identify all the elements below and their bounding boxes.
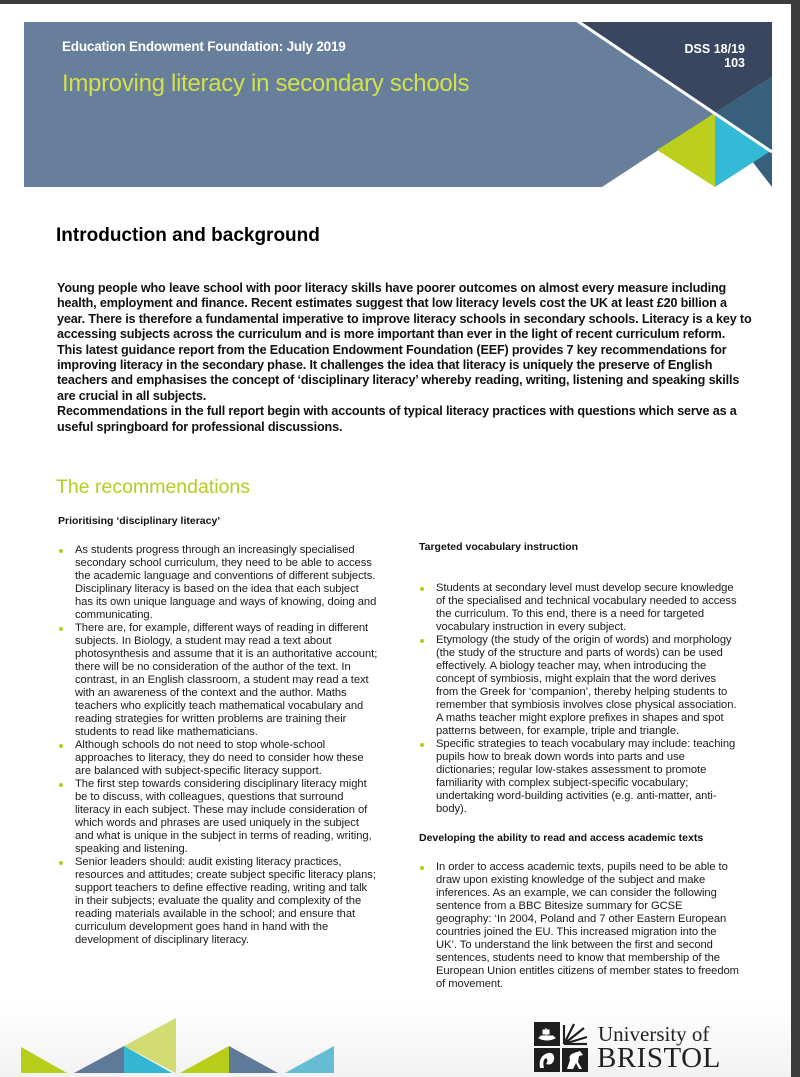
bullet-icon — [420, 866, 424, 870]
list-item: Specific strategies to teach vocabulary may include: teaching pupils how to break down words into parts and use dictionaries; regular low-stakes assessment to promote familiarity with complex subject-specific vocabulary; undertaking word-building activities (e.g. anti-matter, anti-body). — [419, 738, 739, 816]
bullet-icon — [420, 639, 424, 643]
bullet-icon — [420, 587, 424, 591]
list-item: Students at secondary level must develop secure knowledge of the specialised and technical vocabulary needed to access the curriculum. To this end, there is a need for targeted vocabulary instruction in every subject. — [419, 582, 739, 634]
recommendations-heading: The recommendations — [56, 476, 251, 498]
crest-icon — [534, 1022, 590, 1074]
bullet-list — [419, 582, 739, 816]
bullet-list — [419, 861, 739, 991]
bullet-icon — [59, 861, 63, 865]
intro-text — [57, 281, 757, 435]
organisation-date: Education Endowment Foundation: July 2019 — [62, 39, 346, 54]
list-item: There are, for example, different ways of reading in different subjects. In Biology, a student may read a text about photosynthesis and assume that it is an authoritative account; there will be no consideration of the author of the text. In contrast, in an English classroom, a student may read a text with an awareness of the context and the author. Maths teachers who explicitly teach mathematical vocabulary and reading strategies for written problems are training their students to read like mathematicians. — [58, 622, 378, 739]
document-code — [685, 42, 745, 70]
logo-text-line-1: University of — [598, 1022, 710, 1046]
left-column — [58, 515, 378, 947]
footer-triangles-graphic — [0, 1017, 360, 1077]
banner-graphic — [0, 4, 791, 204]
section-title-vocabulary: Targeted vocabulary instruction — [419, 541, 579, 553]
list-item: Etymology (the study of the origin of words) and morphology (the study of the structure and parts of words) can be used effectively. A biology teacher may, when introducing the concept of symbiosis, might explain that the word derives from the Greek for ‘companion’, thereby helping students to remember that symbiosis involves close physical association. A maths teacher might explore prefixes in shapes and spot patterns between, for example, triple and triangle. — [419, 634, 739, 738]
list-item: The first step towards considering disciplinary literacy might be to discuss, with colleagues, questions that surround literacy in each subject. These may include consideration of which words and phrases are used uniquely in the subject and what is unique in the subject in terms of reading, writing, speaking and listening. — [58, 778, 378, 856]
right-column — [419, 541, 739, 991]
bullet-icon — [59, 627, 63, 631]
document-title: Improving literacy in secondary schools — [62, 70, 470, 97]
bullet-icon — [59, 549, 63, 553]
logo-text-line-2: BRISTOL — [597, 1042, 721, 1074]
list-item: Senior leaders should: audit existing literacy practices, resources and attitudes; create subject specific literacy plans; support teachers to define effective reading, writing and talk in their subjects; evaluate the quality and complexity of the reading materials available in the school; and ensure that curriculum development goes hand in hand with the development of disciplinary literacy. — [58, 856, 378, 947]
list-item: In order to access academic texts, pupils need to be able to draw upon existing knowledge of the subject and make inferences. As an example, we can consider the following sentence from a BBC Bitesize summary for GCSE geography: ‘In 2004, Poland and 7 other Eastern European countries joined the EU. This increased migration into the UK’. To understand the link between the first and second sentences, students need to know that membership of the European Union entitles citizens of member states to freedom of movement. — [419, 861, 739, 991]
intro-paragraph: Recommendations in the full report begin with accounts of typical literacy practices with questions which serve as a useful springboard for professional discussions. — [57, 404, 737, 434]
list-item: As students progress through an increasingly specialised secondary school curriculum, they need to be able to access the academic language and conventions of different subjects. Disciplinary literacy is based on the idea that each subject has its own unique language and ways of knowing, doing and communicating. — [58, 544, 378, 622]
document-page — [0, 4, 791, 1077]
section-title-disciplinary-literacy: Prioritising ‘disciplinary literacy’ — [58, 515, 221, 527]
section-title-academic-texts: Developing the ability to read and access academic texts — [419, 832, 704, 844]
bullet-icon — [59, 744, 63, 748]
intro-paragraph: This latest guidance report from the Education Endowment Foundation (EEF) provides 7 key recommendations for improving literacy in the secondary phase. It challenges the idea that literacy is uniquely the preserve of English teachers and emphasises the concept of ‘disciplinary literacy’ whereby reading, writing, listening and speaking skills are crucial in all subjects. — [57, 342, 740, 403]
university-of-bristol-logo — [534, 1020, 721, 1076]
bullet-icon — [420, 743, 424, 747]
header-banner — [0, 4, 791, 204]
code-line-1: DSS 18/19 — [684, 42, 745, 56]
intro-paragraph: Young people who leave school with poor literacy skills have poorer outcomes on almost every measure including health, employment and finance. Recent estimates suggest that low literacy levels cost the UK at least £20 billion a year. There is therefore a fundamental imperative to improve literacy schools in secondary schools. Literacy is a key to accessing subjects across the curriculum and is more important than ever in the light of recent curriculum reform. — [57, 281, 752, 342]
bullet-list — [58, 544, 378, 947]
code-line-2: 103 — [724, 56, 745, 70]
bullet-icon — [59, 783, 63, 787]
list-item: Although schools do not need to stop whole-school approaches to literacy, they do need to consider how these are balanced with subject-specific literacy support. — [58, 739, 378, 778]
intro-heading: Introduction and background — [56, 225, 320, 246]
